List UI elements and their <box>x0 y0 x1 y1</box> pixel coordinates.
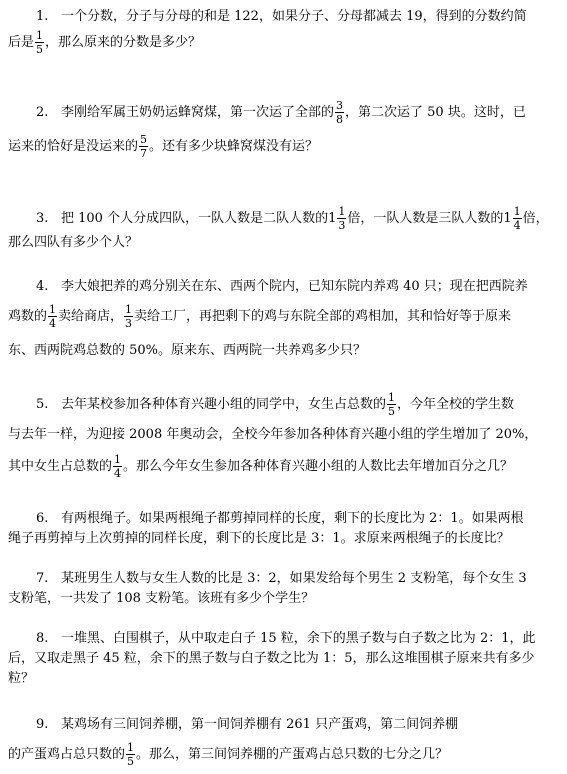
problem-text: 的产蛋鸡占总只数的 <box>8 747 126 762</box>
problem-8-line-2 <box>8 650 534 667</box>
problem-text: ，今年全校的学生数 <box>397 397 515 412</box>
problem-text: 运来的恰好是没运来的 <box>8 139 139 154</box>
problem-6-line-2 <box>8 530 510 547</box>
problem-text: 去年某校参加各种体育兴趣小组的同学中，女生占总数的 <box>61 397 387 412</box>
problem-text: 鸡数的 <box>8 309 48 324</box>
problem-4-line-2 <box>8 304 511 329</box>
problem-1-line-2 <box>8 30 201 55</box>
fraction: $\frac{1}{3}$ <box>338 205 346 232</box>
problem-text: 。还有多少块蜂窝煤没有运？ <box>149 139 319 154</box>
problem-5-line-3 <box>8 454 513 479</box>
problem-text: 与去年一样，为迎接 2008 年奥动会，全校今年参加各种体育兴趣小组的学生增加了 20%， <box>8 427 538 442</box>
problem-text: 后是 <box>8 35 35 50</box>
problem-1-line-1 <box>36 8 527 25</box>
problem-9-line-1 <box>36 716 458 733</box>
problem-6-line-1 <box>36 510 524 527</box>
problem-text: 某鸡场有三间饲养棚，第一间饲养棚有 261 只产蛋鸡，第二间饲养棚 <box>61 717 459 732</box>
problem-2-line-1 <box>36 100 526 125</box>
problem-text: 一堆黑、白围棋子，从中取走白子 15 粒，余下的黑子数与白子数之比为 2：1，此 <box>61 631 536 646</box>
problem-number: 4. <box>36 279 49 294</box>
problem-text: ，第二次运了 50 块。这时，已 <box>345 105 526 120</box>
problem-4-line-1 <box>36 278 528 295</box>
mixed-number-whole: 1 <box>328 211 337 226</box>
problem-number: 3. <box>36 211 49 226</box>
problem-number: 2. <box>36 105 49 120</box>
fraction: $\frac{1}{5}$ <box>127 741 135 768</box>
problem-text: ，那么原来的分数是多少？ <box>45 35 202 50</box>
problem-9-line-2 <box>8 742 448 767</box>
problem-3-line-1 <box>36 206 549 231</box>
problem-7-line-1 <box>36 570 527 587</box>
problem-number: 7. <box>36 571 49 586</box>
fraction: $\frac{1}{5}$ <box>388 391 396 418</box>
problem-number: 8. <box>36 631 49 646</box>
problem-text: 那么四队有多少个人？ <box>8 235 139 250</box>
fraction: $\frac{1}{3}$ <box>125 303 133 330</box>
fraction: $\frac{1}{5}$ <box>36 29 44 56</box>
fraction: $\frac{1}{4}$ <box>49 303 57 330</box>
problem-text: 一个分数，分子与分母的和是 122，如果分子、分母都减去 19，得到的分数约简 <box>61 9 527 24</box>
problem-text: 把 100 个人分成四队，一队人数是二队人数的 <box>61 211 329 226</box>
problem-text: 。那么今年女生参加各种体育兴趣小组的人数比去年增加百分之几？ <box>123 459 514 474</box>
problem-text: 支粉笔，一共发了 108 支粉笔。该班有多少个学生？ <box>8 591 315 606</box>
problem-text: 李刚给军属王奶奶运蜂窝煤，第一次运了全部的 <box>61 105 335 120</box>
fraction: $\frac{1}{4}$ <box>513 205 521 232</box>
problem-8-line-1 <box>36 630 535 647</box>
problem-text: 某班男生人数与女生人数的比是 3：2，如果发给每个男生 2 支粉笔，每个女生 3 <box>61 571 527 586</box>
problem-2-line-2 <box>8 134 318 159</box>
problem-8-line-3 <box>8 670 34 687</box>
problem-5-line-2 <box>8 426 537 443</box>
problem-text: 东、西两院鸡总数的 50%。原来东、西两院一共养鸡多少只？ <box>8 343 367 358</box>
problem-text: 粒？ <box>8 671 35 686</box>
problem-text: 卖给商店， <box>58 309 124 324</box>
problem-text: 其中女生占总数的 <box>8 459 113 474</box>
problem-text: 倍，一队人数是三队人数的 <box>347 211 504 226</box>
fraction: $\frac{3}{8}$ <box>336 99 344 126</box>
problem-text: 卖给工厂，再把剩下的鸡与东院全部的鸡相加，其和恰好等于原来 <box>134 309 512 324</box>
problem-3-line-2 <box>8 234 138 251</box>
problem-number: 6. <box>36 511 49 526</box>
problem-text: 绳子再剪掉与上次剪掉的同样长度，剩下的长度比是 3：1。求原来两根绳子的长度比？ <box>8 531 510 546</box>
fraction: $\frac{5}{7}$ <box>140 133 148 160</box>
problem-number: 1. <box>36 9 49 24</box>
problem-text: 。那么，第三间饲养棚的产蛋鸡占总只数的七分之几？ <box>136 747 449 762</box>
problem-number: 5. <box>36 397 49 412</box>
problem-text: 倍， <box>522 211 549 226</box>
problem-text: 李大娘把养的鸡分别关在东、西两个院内，已知东院内养鸡 40 只；现在把西院养 <box>61 279 528 294</box>
mixed-number-whole: 1 <box>503 211 512 226</box>
problem-5-line-1 <box>36 392 514 417</box>
problem-number: 9. <box>36 717 49 732</box>
problem-text: 有两根绳子。如果两根绳子都剪掉同样的长度，剩下的长度比为 2：1。如果两根 <box>61 511 524 526</box>
fraction: $\frac{1}{4}$ <box>114 453 122 480</box>
problem-text: 后，又取走黑子 45 粒，余下的黑子数与白子数之比为 1：5，那么这堆围棋子原来共有多少 <box>8 651 535 666</box>
problem-7-line-2 <box>8 590 314 607</box>
problem-4-line-3 <box>8 342 366 359</box>
